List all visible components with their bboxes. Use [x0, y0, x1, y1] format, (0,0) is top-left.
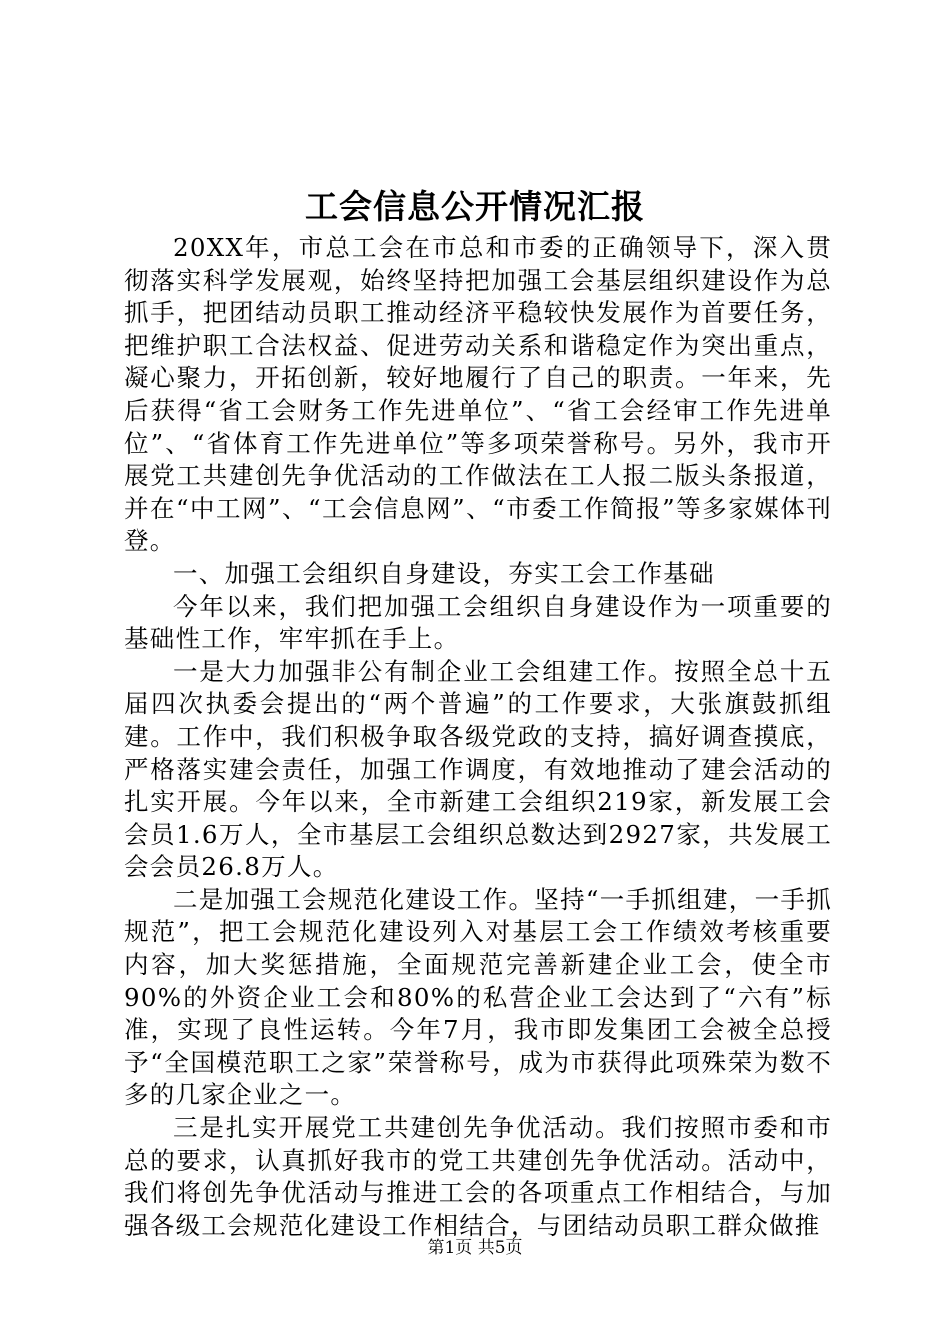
paragraph-intro: 20XX年，市总工会在市总和市委的正确领导下，深入贯彻落实科学发展观，始终坚持把加强工会基层组织建设作为总抓手，把团结动员职工推动经济平稳较快发展作为首要任务，把维护职工合法权益、促进劳动关系和谐稳定作为突出重点，凝心聚力，开拓创新，较好地履行了自己的职责。一年来，先后获得“省工会财务工作先进单位”、“省工会经审工作先进单位”、“省体育工作先进单位”等多项荣誉称号。另外，我市开展党工共建创先争优活动的工作做法在工人报二版头条报道，并在“中工网”、“工会信息网”、“市委工作简报”等多家媒体刊登。	[124, 233, 832, 556]
section-heading-1: 一、加强工会组织自身建设，夯实工会工作基础	[173, 558, 715, 588]
document-body	[124, 232, 832, 1242]
paragraph-point-2: 二是加强工会规范化建设工作。坚持“一手抓组建，一手抓规范”，把工会规范化建设列入对基层工会工作绩效考核重要内容，加大奖惩措施，全面规范完善新建企业工会，使全市90%的外资企业工会和80%的私营企业工会达到了“六有”标准，实现了良性运转。今年7月，我市即发集团工会被全总授予“全国模范职工之家”荣誉称号，成为市获得此项殊荣为数不多的几家企业之一。	[124, 884, 832, 1110]
document-title: 工会信息公开情况汇报	[305, 187, 645, 226]
paragraph-section-intro: 今年以来，我们把加强工会组织自身建设作为一项重要的基础性工作，牢牢抓在手上。	[124, 591, 832, 654]
paragraph-point-1: 一是大力加强非公有制企业工会组建工作。按照全总十五届四次执委会提出的“两个普遍”的工作要求，大张旗鼓抓组建。工作中，我们积极争取各级党政的支持，搞好调查摸底，严格落实建会责任，加强工作调度，有效地推动了建会活动的扎实开展。今年以来，全市新建工会组织219家，新发展工会会员1.6万人，全市基层工会组织总数达到2927家，共发展工会会员26.8万人。	[124, 656, 832, 882]
page-footer: 第1页 共5页	[427, 1238, 523, 1258]
paragraph-point-3: 三是扎实开展党工共建创先争优活动。我们按照市委和市总的要求，认真抓好我市的党工共建创先争优活动。活动中，我们将创先争优活动与推进工会的各项重点工作相结合，与加强各级工会规范化建设工作相结合，与团结动员职工群众做推	[124, 1113, 832, 1240]
